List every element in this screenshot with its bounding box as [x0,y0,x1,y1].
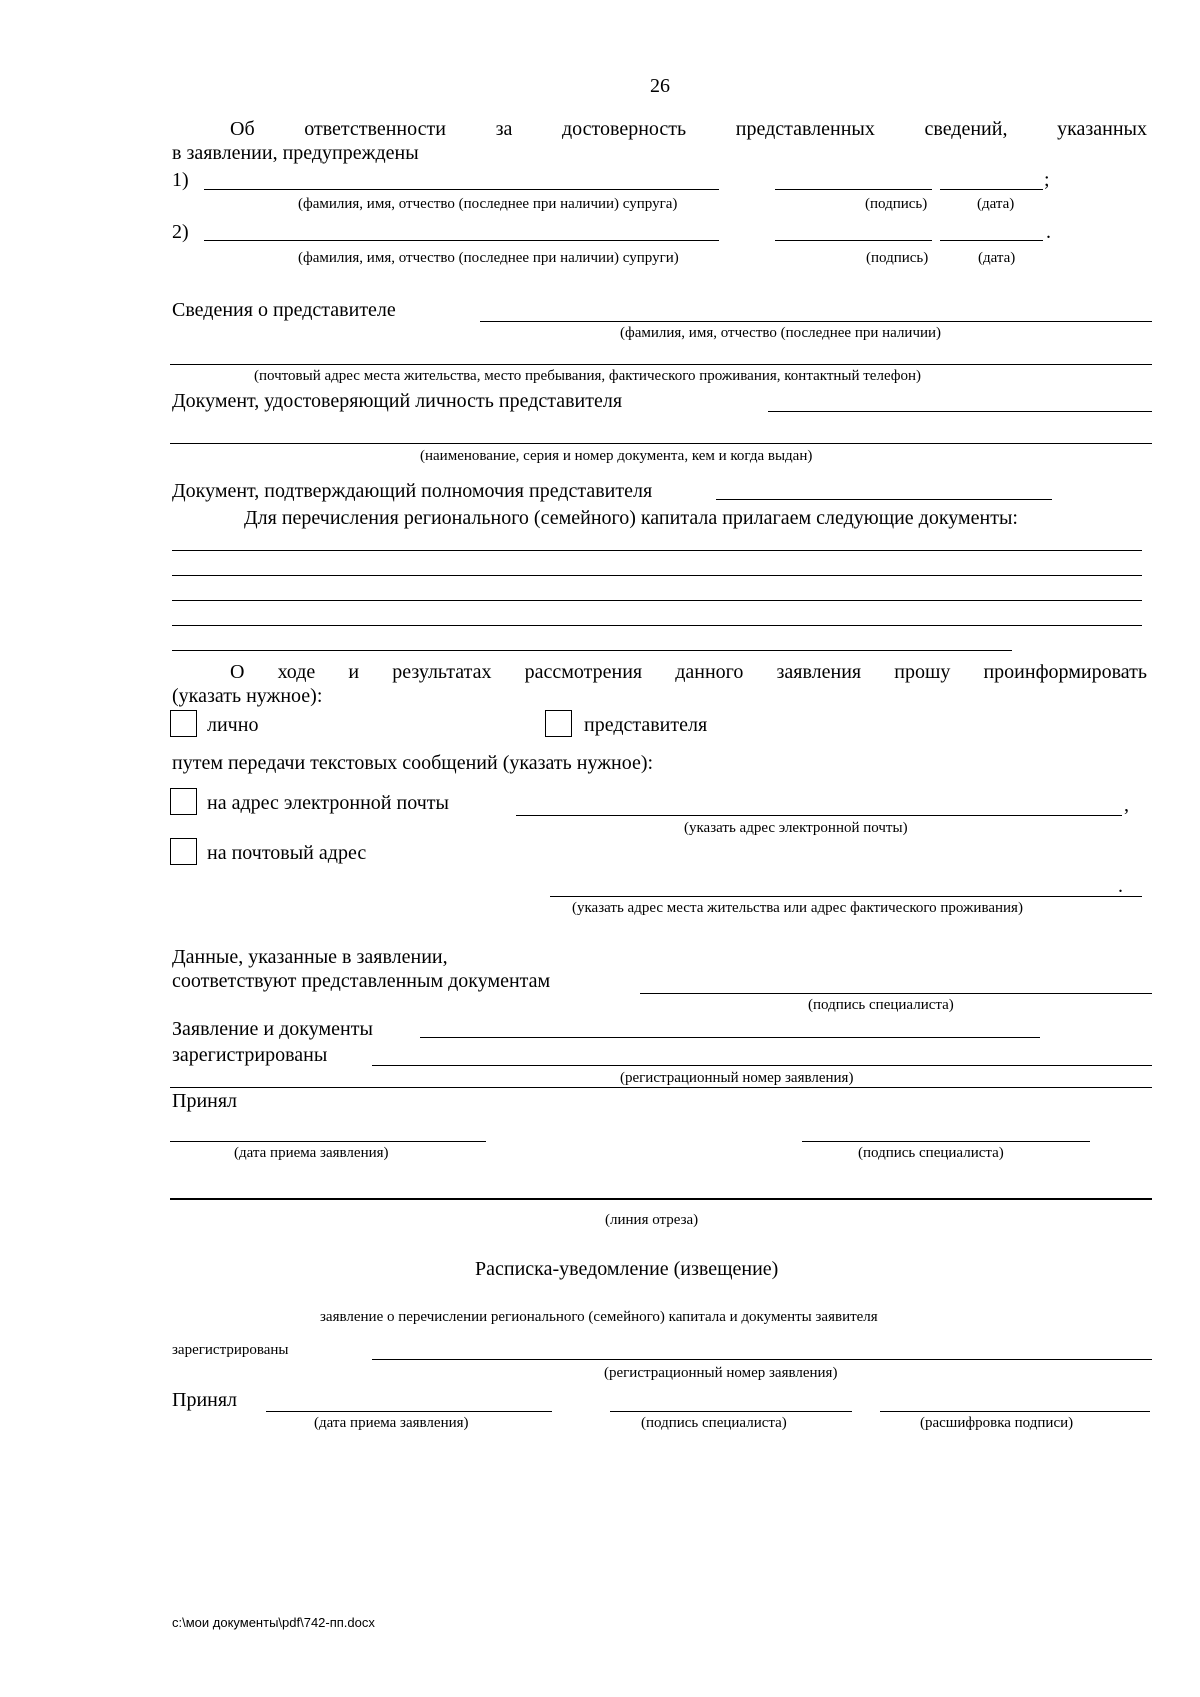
accepted-label: Принял [172,1090,238,1112]
registration-bottom-rule [170,1087,1152,1088]
receipt-registration-number-line[interactable] [372,1359,1152,1360]
registration-number-line[interactable] [372,1065,1152,1066]
receipt-title: Расписка-уведомление (извещение) [475,1258,779,1280]
id-document-line-2[interactable] [170,443,1152,444]
postal-line-terminator: . [1118,875,1123,897]
spouse-row-1-number: 1) [172,169,189,191]
documents-line-4[interactable] [172,625,1142,626]
verification-text-line1: Данные, указанные в заявлении, [172,946,448,968]
wife-date-caption: (дата) [978,250,1016,266]
receipt-subtitle: заявление о перечислении регионального (семейного) капитала и документы заявителя [320,1309,878,1325]
registered-line-1[interactable] [420,1037,1040,1038]
receipt-specialist-signature-line[interactable] [610,1411,852,1412]
registered-text-line2: зарегистрированы [172,1044,328,1066]
option-postal-label: на почтовый адрес [207,842,367,864]
verification-text-line2: соответствуют представленным документам [172,970,551,992]
receipt-date-received-caption: (дата приема заявления) [314,1415,469,1431]
postal-caption: (указать адрес места жительства или адрес фактического проживания) [572,900,1023,916]
representative-address-caption: (почтовый адрес места жительства, место пребывания, фактического проживания, контактный телефон) [254,368,922,384]
receipt-registered-label: зарегистрированы [172,1342,289,1358]
husband-signature-caption: (подпись) [865,196,928,212]
wife-date-line[interactable] [940,240,1043,241]
receipt-signature-decoding-caption: (расшифровка подписи) [920,1415,1074,1431]
husband-name-line[interactable] [204,189,719,190]
checkbox-representative[interactable] [545,710,572,737]
inform-text-line2: (указать нужное): [172,685,323,707]
responsibility-text-line2: в заявлении, предупреждены [172,142,419,164]
page-number: 26 [650,75,670,97]
documents-line-2[interactable] [172,575,1142,576]
row-2-terminator: . [1046,221,1051,243]
receipt-date-received-line[interactable] [266,1411,552,1412]
cut-line [170,1198,1152,1200]
date-received-caption: (дата приема заявления) [234,1145,389,1161]
receipt-specialist-signature-caption: (подпись специалиста) [641,1415,787,1431]
husband-signature-line[interactable] [775,189,932,190]
representative-name-line[interactable] [480,321,1152,322]
specialist-signature-line-2[interactable] [802,1141,1090,1142]
email-address-line[interactable] [516,815,1122,816]
husband-date-caption: (дата) [977,196,1015,212]
wife-name-caption: (фамилия, имя, отчество (последнее при наличии) супруги) [298,250,679,266]
documents-line-5[interactable] [172,650,1012,651]
date-received-line[interactable] [170,1141,486,1142]
id-document-caption: (наименование, серия и номер документа, кем и когда выдан) [420,448,813,464]
id-document-label: Документ, удостоверяющий личность представителя [172,390,623,412]
checkbox-postal[interactable] [170,838,197,865]
inform-text-line1: О ходе и результатах рассмотрения данного заявления прошу проинформировать [230,661,1147,683]
messages-label: путем передачи текстовых сообщений (указать нужное): [172,752,654,774]
husband-name-caption: (фамилия, имя, отчество (последнее при наличии) супруга) [298,196,678,212]
id-document-line-1[interactable] [768,411,1152,412]
postal-address-line[interactable] [550,896,1142,897]
documents-intro: Для перечисления регионального (семейного) капитала прилагаем следующие документы: [244,507,1018,529]
representative-label: Сведения о представителе [172,299,396,321]
authority-document-line[interactable] [716,499,1052,500]
option-representative-label: представителя [584,714,708,736]
wife-signature-line[interactable] [775,240,932,241]
receipt-signature-decoding-line[interactable] [880,1411,1150,1412]
registration-number-caption: (регистрационный номер заявления) [620,1070,854,1086]
row-1-terminator: ; [1044,169,1050,191]
representative-address-line[interactable] [170,364,1152,365]
email-line-terminator: , [1124,794,1129,816]
specialist-signature-caption: (подпись специалиста) [808,997,954,1013]
registered-text-line1: Заявление и документы [172,1018,373,1040]
option-personally-label: лично [207,714,259,736]
documents-line-3[interactable] [172,600,1142,601]
wife-name-line[interactable] [204,240,719,241]
husband-date-line[interactable] [940,189,1043,190]
documents-line-1[interactable] [172,550,1142,551]
email-caption: (указать адрес электронной почты) [684,820,908,836]
authority-document-label: Документ, подтверждающий полномочия представителя [172,480,653,502]
representative-name-caption: (фамилия, имя, отчество (последнее при наличии) [620,325,942,341]
receipt-accepted-label: Принял [172,1389,238,1411]
footer-file-path: c:\мои документы\pdf\742-пп.docx [172,1615,375,1630]
receipt-registration-number-caption: (регистрационный номер заявления) [604,1365,838,1381]
checkbox-email[interactable] [170,788,197,815]
spouse-row-2-number: 2) [172,221,189,243]
cut-line-caption: (линия отреза) [605,1212,699,1228]
option-email-label: на адрес электронной почты [207,792,449,814]
checkbox-personally[interactable] [170,710,197,737]
specialist-signature-caption-2: (подпись специалиста) [858,1145,1004,1161]
responsibility-text-line1: Об ответственности за достоверность представленных сведений, указанных [230,118,1147,140]
wife-signature-caption: (подпись) [866,250,929,266]
specialist-signature-line[interactable] [640,993,1152,994]
